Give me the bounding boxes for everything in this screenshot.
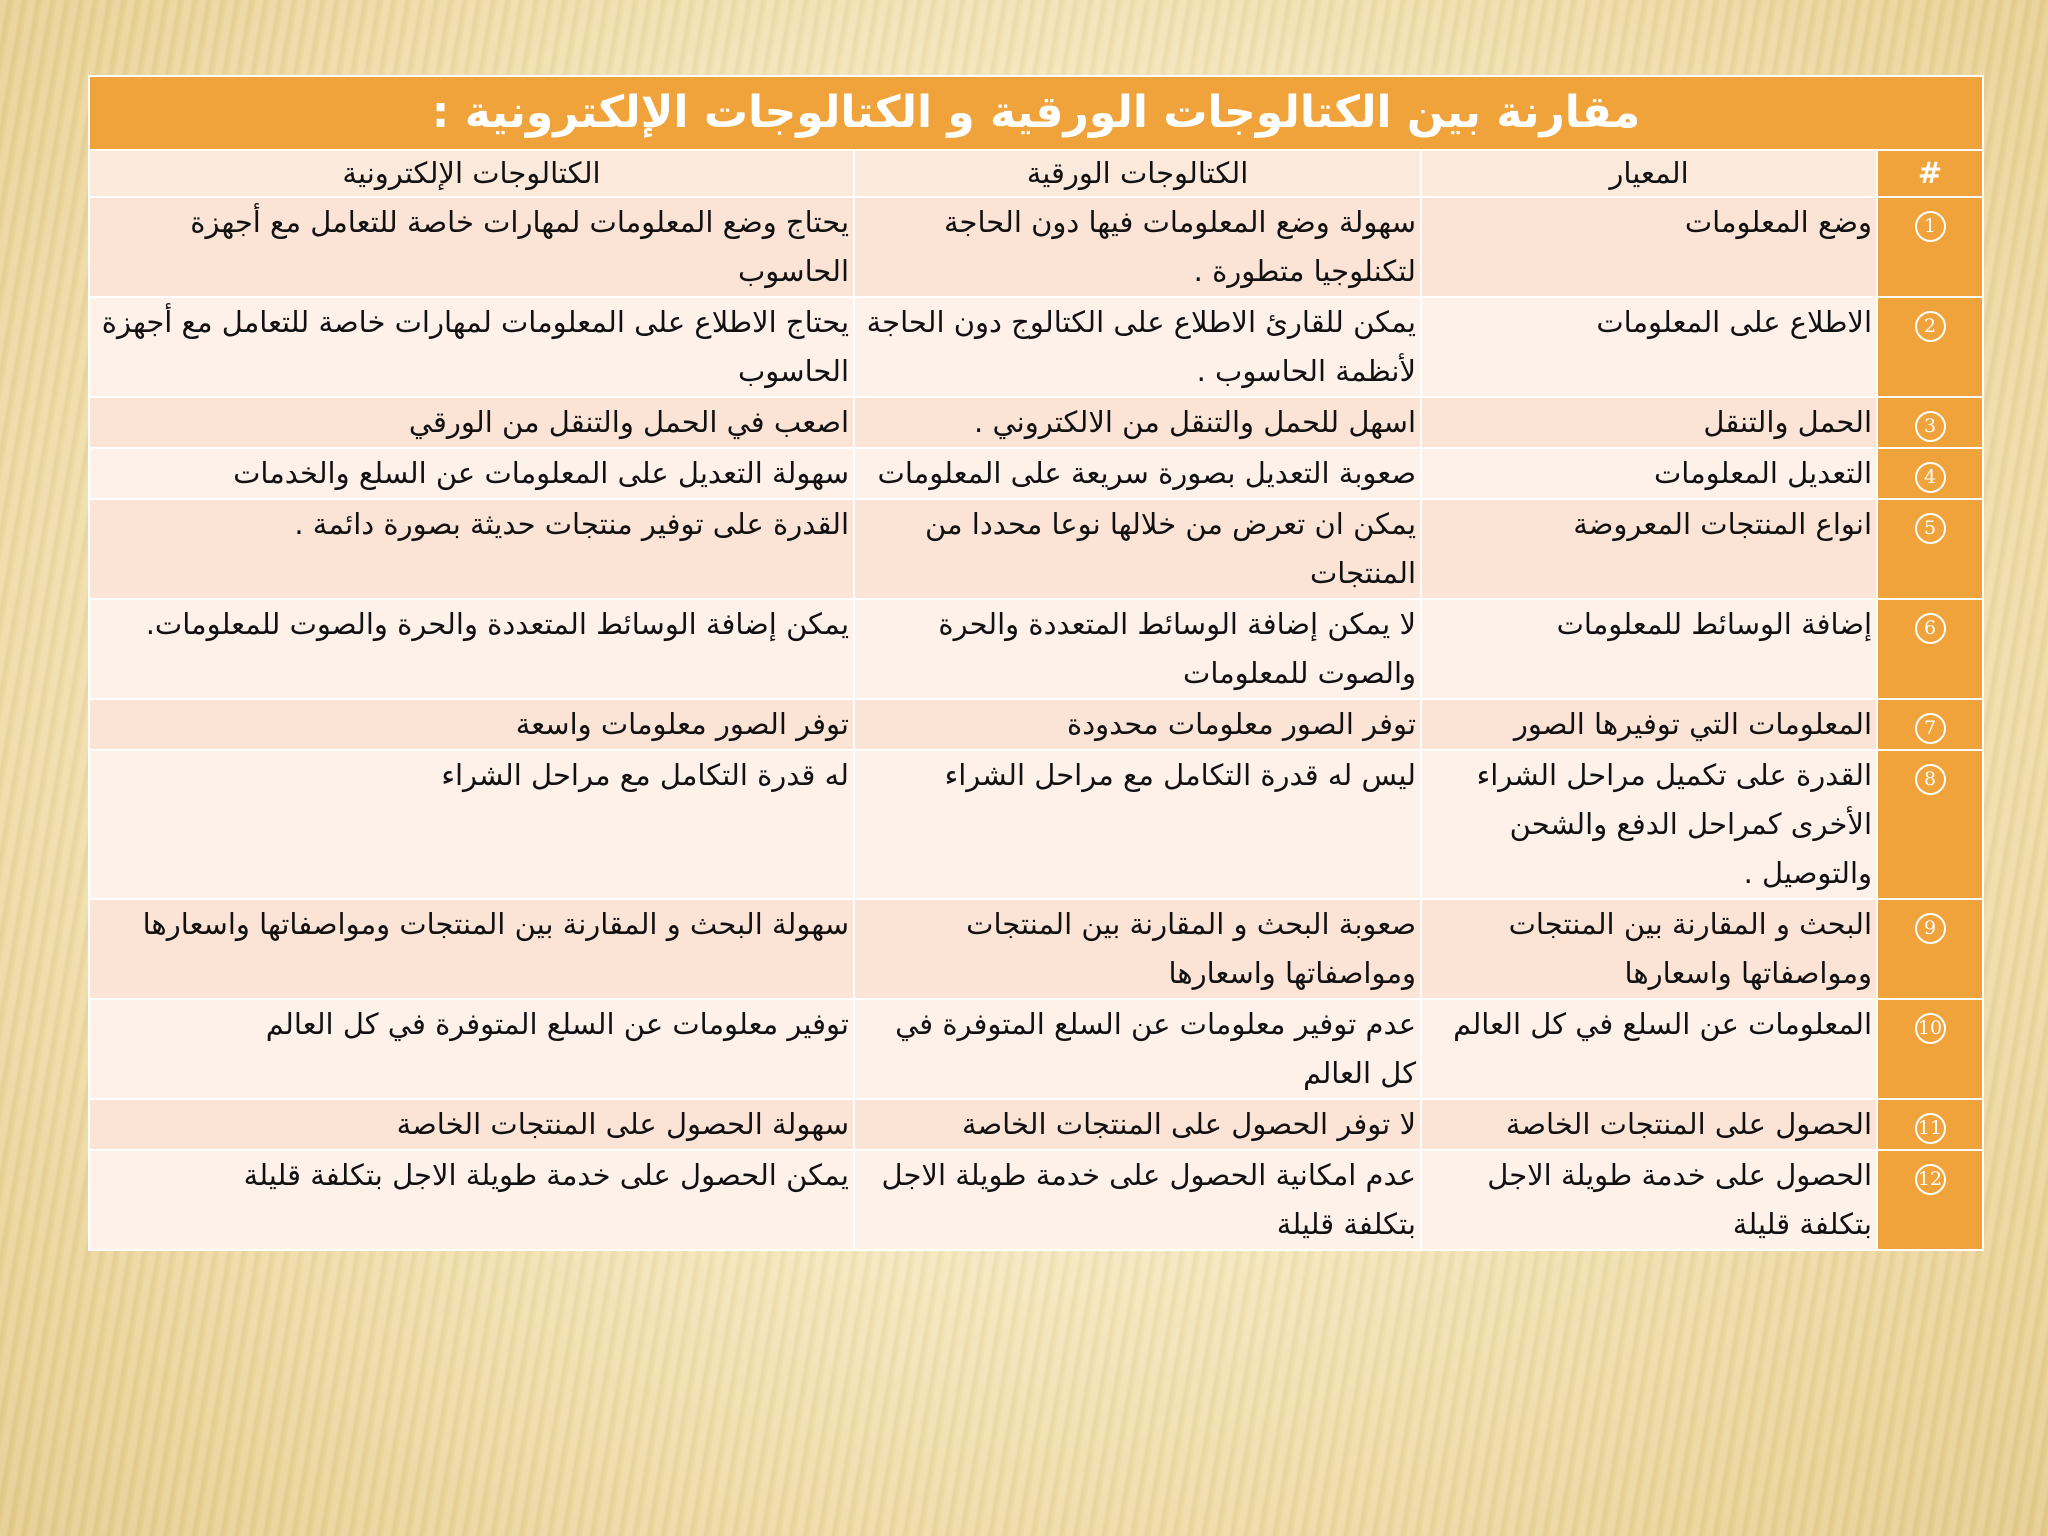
criterion-cell: الحمل والتنقل	[1421, 397, 1877, 448]
electronic-catalog-cell: يمكن الحصول على خدمة طويلة الاجل بتكلفة قليلة	[89, 1150, 854, 1250]
row-number-cell	[1877, 197, 1983, 297]
electronic-catalog-cell: سهولة البحث و المقارنة بين المنتجات ومواصفاتها واسعارها	[89, 899, 854, 999]
paper-catalog-cell: لا توفر الحصول على المنتجات الخاصة	[854, 1099, 1421, 1150]
electronic-catalog-cell: اصعب في الحمل والتنقل من الورقي	[89, 397, 854, 448]
row-number-badge: 11	[1915, 1113, 1946, 1144]
row-number-cell	[1877, 397, 1983, 448]
row-number-badge: 5	[1915, 513, 1946, 544]
table-row	[89, 297, 1983, 397]
header-number: #	[1877, 150, 1983, 197]
row-number-cell	[1877, 499, 1983, 599]
table-row	[89, 1150, 1983, 1250]
row-number-badge: 9	[1915, 913, 1946, 944]
electronic-catalog-cell: القدرة على توفير منتجات حديثة بصورة دائمة .	[89, 499, 854, 599]
table-title: مقارنة بين الكتالوجات الورقية و الكتالوجات الإلكترونية :	[89, 76, 1983, 150]
row-number-badge: 1	[1915, 211, 1946, 242]
table-row	[89, 699, 1983, 750]
criterion-cell: المعلومات عن السلع في كل العالم	[1421, 999, 1877, 1099]
table-row	[89, 1099, 1983, 1150]
row-number-cell	[1877, 599, 1983, 699]
electronic-catalog-cell: له قدرة التكامل مع مراحل الشراء	[89, 750, 854, 899]
table-row	[89, 397, 1983, 448]
row-number-badge: 6	[1915, 613, 1946, 644]
electronic-catalog-cell: يحتاج الاطلاع على المعلومات لمهارات خاصة للتعامل مع أجهزة الحاسوب	[89, 297, 854, 397]
electronic-catalog-cell: توفير معلومات عن السلع المتوفرة في كل العالم	[89, 999, 854, 1099]
row-number-badge: 12	[1915, 1164, 1946, 1195]
electronic-catalog-cell: توفر الصور معلومات واسعة	[89, 699, 854, 750]
row-number-badge: 10	[1915, 1013, 1946, 1044]
row-number-cell	[1877, 699, 1983, 750]
paper-catalog-cell: يمكن للقارئ الاطلاع على الكتالوج دون الحاجة لأنظمة الحاسوب .	[854, 297, 1421, 397]
table-row	[89, 999, 1983, 1099]
comparison-table	[88, 75, 1984, 1251]
row-number-cell	[1877, 999, 1983, 1099]
header-electronic-catalogs: الكتالوجات الإلكترونية	[89, 150, 854, 197]
criterion-cell: انواع المنتجات المعروضة	[1421, 499, 1877, 599]
criterion-cell: البحث و المقارنة بين المنتجات ومواصفاتها واسعارها	[1421, 899, 1877, 999]
paper-catalog-cell: لا يمكن إضافة الوسائط المتعددة والحرة والصوت للمعلومات	[854, 599, 1421, 699]
table-row	[89, 750, 1983, 899]
criterion-cell: الحصول على المنتجات الخاصة	[1421, 1099, 1877, 1150]
header-criterion: المعيار	[1421, 150, 1877, 197]
table-body	[89, 197, 1983, 1250]
table-row	[89, 197, 1983, 297]
criterion-cell: الاطلاع على المعلومات	[1421, 297, 1877, 397]
table-row	[89, 899, 1983, 999]
paper-catalog-cell: عدم توفير معلومات عن السلع المتوفرة في كل العالم	[854, 999, 1421, 1099]
row-number-cell	[1877, 899, 1983, 999]
paper-catalog-cell: عدم امكانية الحصول على خدمة طويلة الاجل بتكلفة قليلة	[854, 1150, 1421, 1250]
electronic-catalog-cell: سهولة الحصول على المنتجات الخاصة	[89, 1099, 854, 1150]
paper-catalog-cell: ليس له قدرة التكامل مع مراحل الشراء	[854, 750, 1421, 899]
paper-catalog-cell: يمكن ان تعرض من خلالها نوعا محددا من المنتجات	[854, 499, 1421, 599]
electronic-catalog-cell: سهولة التعديل على المعلومات عن السلع والخدمات	[89, 448, 854, 499]
row-number-cell	[1877, 297, 1983, 397]
table-row	[89, 599, 1983, 699]
criterion-cell: القدرة على تكميل مراحل الشراء الأخرى كمراحل الدفع والشحن والتوصيل .	[1421, 750, 1877, 899]
criterion-cell: التعديل المعلومات	[1421, 448, 1877, 499]
criterion-cell: إضافة الوسائط للمعلومات	[1421, 599, 1877, 699]
criterion-cell: وضع المعلومات	[1421, 197, 1877, 297]
row-number-badge: 3	[1915, 411, 1946, 442]
paper-catalog-cell: سهولة وضع المعلومات فيها دون الحاجة لتكنلوجيا متطورة .	[854, 197, 1421, 297]
row-number-badge: 8	[1915, 764, 1946, 795]
row-number-cell	[1877, 750, 1983, 899]
electronic-catalog-cell: يحتاج وضع المعلومات لمهارات خاصة للتعامل مع أجهزة الحاسوب	[89, 197, 854, 297]
criterion-cell: الحصول على خدمة طويلة الاجل بتكلفة قليلة	[1421, 1150, 1877, 1250]
header-paper-catalogs: الكتالوجات الورقية	[854, 150, 1421, 197]
paper-catalog-cell: صعوبة التعديل بصورة سريعة على المعلومات	[854, 448, 1421, 499]
row-number-cell	[1877, 448, 1983, 499]
table-row	[89, 499, 1983, 599]
row-number-badge: 7	[1915, 713, 1946, 744]
paper-catalog-cell: اسهل للحمل والتنقل من الالكتروني .	[854, 397, 1421, 448]
paper-catalog-cell: توفر الصور معلومات محدودة	[854, 699, 1421, 750]
row-number-badge: 2	[1915, 311, 1946, 342]
criterion-cell: المعلومات التي توفيرها الصور	[1421, 699, 1877, 750]
row-number-badge: 4	[1915, 462, 1946, 493]
row-number-cell	[1877, 1150, 1983, 1250]
paper-catalog-cell: صعوبة البحث و المقارنة بين المنتجات ومواصفاتها واسعارها	[854, 899, 1421, 999]
table-row	[89, 448, 1983, 499]
row-number-cell	[1877, 1099, 1983, 1150]
electronic-catalog-cell: يمكن إضافة الوسائط المتعددة والحرة والصوت للمعلومات.	[89, 599, 854, 699]
